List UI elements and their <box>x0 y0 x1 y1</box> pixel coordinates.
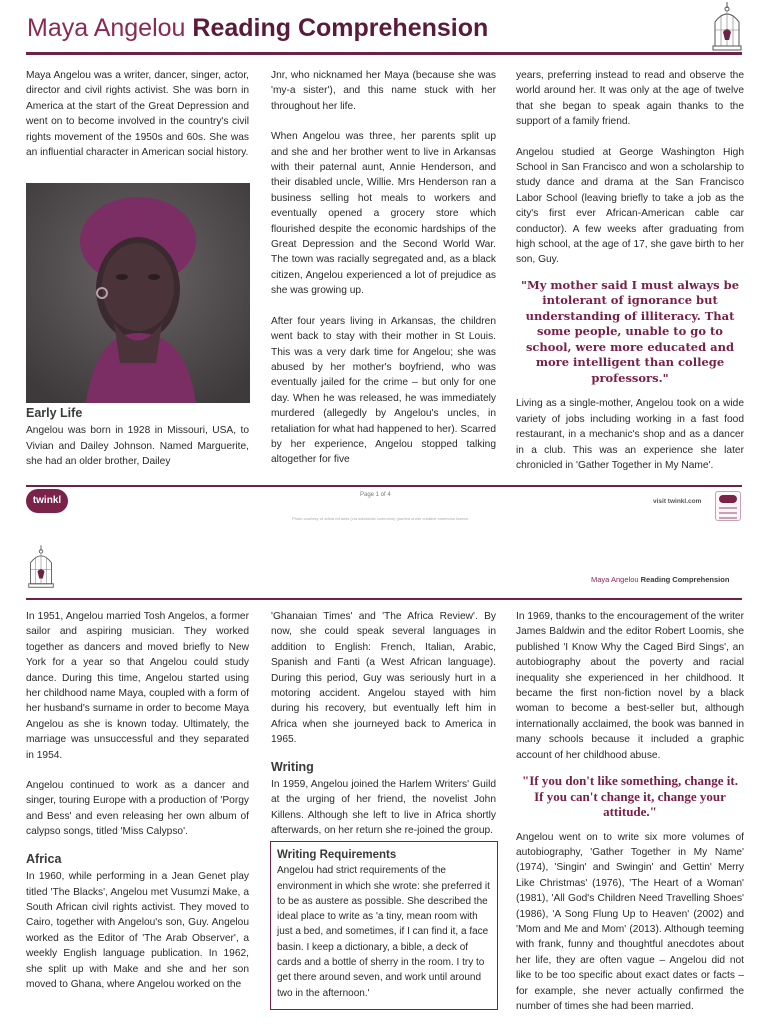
page-2-column-1 <box>26 609 249 1007</box>
africa-paragraph: In 1960, while performing in a Jean Genet play titled 'The Blacks', Angelou met Vusumzi Make, a South African civil rights activist. They moved to Cairo, together with Angelou's son, Guy. Angelou worked as the Editor of 'The Arab Observer', a weekly English language publication. In 1962, she split up with Make and she and her son moved to Ghana, where Angelou worked on the <box>26 871 249 990</box>
early-life-paragraph: Angelou was born in 1928 in Missouri, USA, to Vivian and Dailey Johnson. Named Marguerite, she had an older brother, Dailey <box>26 425 249 468</box>
p2-col1-paragraph-1: In 1951, Angelou married Tosh Angelos, a former sailor and aspiring musician. They worked together as dancers and moved briefly to New York for a year so that Angelou could study dance. During this time, Angelou started using her childhood name Maya, coupled with a form of her husband's surname in order to become Maya Angelou as she is known today. Ultimately, the marriage was unsuccessful and they separated in 1954. <box>26 611 249 761</box>
column-2 <box>271 68 496 483</box>
header-divider <box>26 52 742 55</box>
page-2-header <box>591 575 729 584</box>
writing-heading: Writing <box>271 759 314 774</box>
quality-badge-icon <box>715 491 741 521</box>
page-title <box>27 14 488 43</box>
col3-paragraph-1: years, preferring instead to read and observe the world around her. It was only at the age of twelve that she began to speak again thanks to the support of a family friend. <box>516 70 744 128</box>
col3-paragraph-3: Living as a single-mother, Angelou took on a wide variety of jobs including working in a fast food restaurant, in a mechanic's shop and as a dancer in a club. This was an experience she later chronicled in 'Gather Together in My Name'. <box>516 398 744 471</box>
column-1-early-life <box>26 406 249 485</box>
page-2-column-3 <box>516 609 744 1024</box>
portrait-photo <box>26 183 250 403</box>
twinkl-logo: twinkl <box>26 489 68 513</box>
africa-heading: Africa <box>26 851 62 866</box>
writing-paragraph: In 1959, Angelou joined the Harlem Writers' Guild at the urging of her friend, the novelist John Killens. Although she left to live in Africa shortly afterwards, on her return she re-joined the group. <box>271 779 496 837</box>
p2-col3-paragraph-1: In 1969, thanks to the encouragement of the writer James Baldwin and the editor Robert Loomis, she published 'I Know Why the Caged Bird Sings', an autobiography about the poverty and racial inequality she experienced in her childhood. It became the first non-fiction novel by a black woman to become a best-seller but, although internationally acclaimed, the book was banned in many schools because it included a graphic account of her childhood abuse. <box>516 611 744 761</box>
early-life-heading: Early Life <box>26 406 83 420</box>
page-2-header-name: Maya Angelou <box>591 575 639 584</box>
p2-col1-paragraph-2: Angelou continued to work as a dancer and singer, touring Europe with a production of 'Porgy and Bess' and even releasing her own album of calypso songs, titled 'Miss Calypso'. <box>26 780 249 838</box>
page-2-header-title: Reading Comprehension <box>640 575 730 584</box>
intro-paragraph: Maya Angelou was a writer, dancer, singer, actor, director and civil rights activist. She was born in America at the start of the Great Depression and went on to become involved in the country's civil rights movement of the 1950s and 60s. She was an influential character in American social history. <box>26 70 249 159</box>
footer-divider <box>26 485 742 487</box>
pull-quote-2: "If you don't like something, change it. If you can't change it, change your attitude." <box>522 773 738 820</box>
col3-paragraph-2: Angelou studied at George Washington High School in San Francisco and won a scholarship to study dance and drama at the San Francisco Labor School (leaving briefly to take a job as the city's first ever African-American cable car conductor). A few weeks after graduating from high school, at the age of 17, she gave birth to her son, Guy. <box>516 146 744 266</box>
col2-paragraph-1: Jnr, who nicknamed her Maya (because she was 'my-a sister'), and this name stuck with her throughout her life. <box>271 70 496 112</box>
pull-quote-1: "My mother said I must always be intolerant of ignorance but understanding of illiteracy. That some people, unable to go to school, were more educated and more intelligent than college professors." <box>520 277 740 385</box>
page-2-divider <box>26 598 742 600</box>
website-link[interactable]: visit twinkl.com <box>653 498 702 505</box>
birdcage-icon <box>711 2 743 54</box>
p2-col3-paragraph-2: Angelou went on to write six more volumes of autobiography, 'Gather Together in My Name' (1974), 'Singin' and Swingin' and Gettin' Merry Like Christmas' (1976), 'The Heart of a Woman' (1981), 'All God's Children Need Travelling Shoes' (1986), 'A Song Flung Up to Heaven' (2002) and 'Mom and Me and Mom' (2013). Although teeming with frank, funny and thoughtful anecdotes about her life, they are often vague – Angelou did not like to be too specific about exact dates or facts – for example, she never actually confirmed the number of times she had been married. <box>516 831 744 1013</box>
title-name: Maya Angelou <box>27 14 186 42</box>
writing-requirements-text: Angelou had strict requirements of the environment in which she wrote: she preferred it to be as austere as possible. She described the ideal place to write as 'a tiny, mean room with just a bed, and sometimes, if I can find it, a face basin. I keep a dictionary, a bible, a deck of cards and a bottle of sherry in the room. I try to get there around seven, and work until around two in the afternoon.' <box>277 865 490 999</box>
col2-paragraph-2: When Angelou was three, her parents split up and she and her brother went to live in Arkansas with their paternal aunt, Annie Henderson, and their disabled uncle, Willie. Mrs Henderson ran a business selling hot meals to workers and eventually opened a grocery store which flourished despite the economic hardships of the Great Depression and the Second World War. The town was racially segregated and, as a black citizen, Angelou experienced a lot of prejudice as she was growing up. <box>271 131 496 297</box>
birdcage-icon <box>27 545 55 591</box>
column-1-intro <box>26 68 249 175</box>
writing-requirements-heading: Writing Requirements <box>277 849 397 861</box>
column-3 <box>516 68 744 488</box>
col2-paragraph-3: After four years living in Arkansas, the children went back to stay with their mother in St Louis. This was a very dark time for Angelou; she was abused by her mother's boyfriend, who was eventually jailed for the crime – but only for one day. When he was released, he was immediately murdered (allegedly by Angelou's uncles, in retaliation for what had happened to her). Scarred by her experience, Angelou stopped talking altogether for five <box>271 315 496 466</box>
title-main: Reading Comprehension <box>192 14 489 42</box>
writing-requirements-box <box>270 841 498 1010</box>
p2-col2-paragraph-1: 'Ghanaian Times' and 'The Africa Review'. By now, she could speak several languages in addition to English: French, Italian, Arabic, Spanish and Fanti (a West African language). During this period, Guy was seriously hurt in a motoring accident. Angelou stayed with him during his recovery, but eventually left him in Africa when she journeyed back to America in 1965. <box>271 611 496 746</box>
page-2-column-2 <box>271 609 496 854</box>
page-number: Page 1 of 4 <box>360 492 391 498</box>
photo-credit: Photo courtesy of adina richards (via wikimedia commons) granted under creative commons licence <box>292 516 469 521</box>
